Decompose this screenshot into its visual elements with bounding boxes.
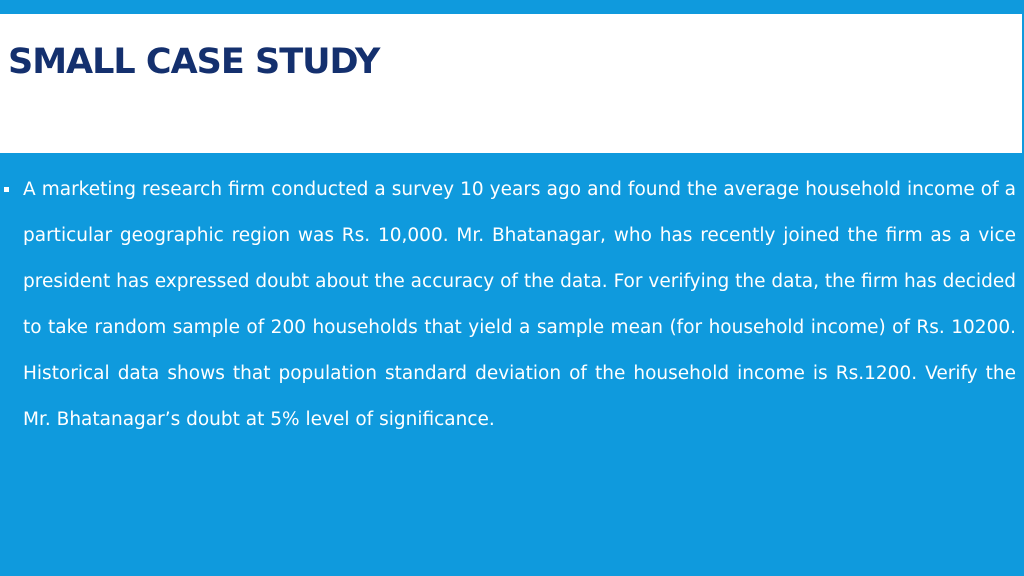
title-area (0, 14, 1024, 153)
content-panel (0, 153, 1024, 576)
top-accent-band (0, 0, 1024, 14)
bullet-icon (4, 187, 9, 192)
bullet-item (4, 179, 1016, 443)
slide-title: SMALL CASE STUDY (8, 42, 380, 82)
case-study-text: A marketing research firm conducted a survey 10 years ago and found the average household income of a particular geographic region was Rs. 10,000. Mr. Bhatanagar, who has recently joined the firm as a vice president has expressed doubt about the accuracy of the data. For verifying the data, the firm has decided to take random sample of 200 households that yield a sample mean (for household income) of Rs. 10200. Historical data shows that population standard deviation of the household income is Rs.1200. Verify the Mr. Bhatanagar’s doubt at 5% level of significance. (23, 179, 1016, 430)
